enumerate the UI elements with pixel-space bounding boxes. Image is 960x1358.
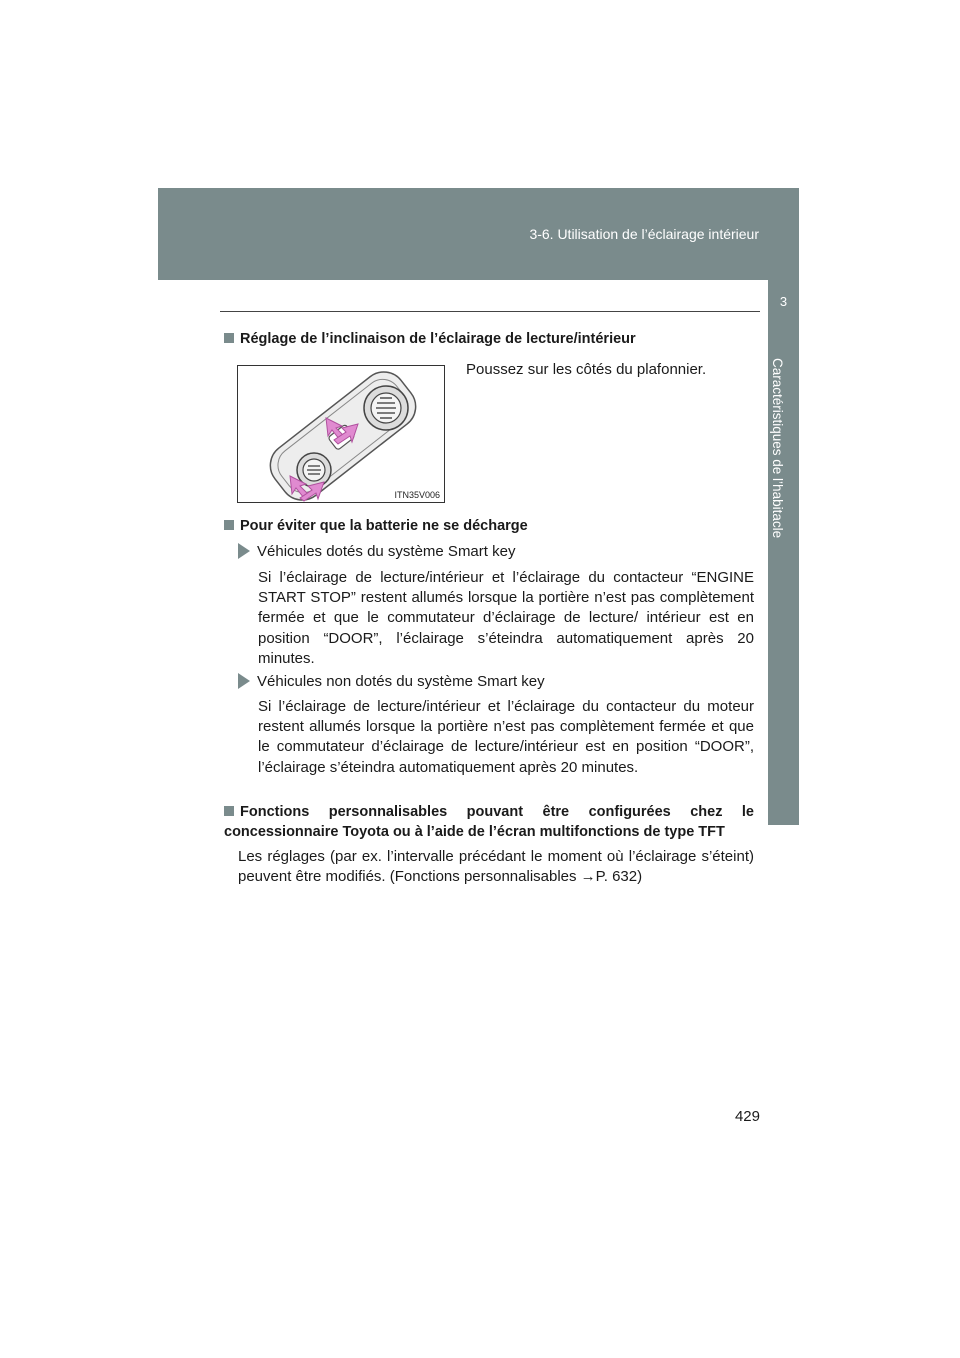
heading-text: Réglage de l’inclinaison de l’éclairage de lecture/intérieur — [240, 331, 636, 347]
chapter-label: Caractéristiques de l’habitacle — [770, 358, 785, 539]
square-bullet-icon — [224, 806, 234, 816]
bullet-title: Véhicules dotés du système Smart key — [257, 543, 516, 560]
heading-text: Fonctions personnalisables pouvant être configurées chez le concessionnaire Toyota ou à l’aide de l’écran multifonctions de type TFT — [224, 804, 754, 840]
heading-text: Pour éviter que la batterie ne se décharge — [240, 518, 528, 534]
bullet-smart-key — [238, 542, 515, 562]
chapter-number: 3 — [779, 294, 788, 309]
heading-tilt-adjustment — [224, 329, 764, 349]
square-bullet-icon — [224, 520, 234, 530]
paragraph-customization: Les réglages (par ex. l’intervalle précédant le moment où l’éclairage s’éteint) peuvent être modifiés. (Fonctions personnalisables →P. 632) — [238, 848, 754, 886]
heading-battery — [224, 516, 528, 536]
triangle-right-icon — [238, 673, 250, 689]
square-bullet-icon — [224, 333, 234, 343]
triangle-right-icon — [238, 543, 250, 559]
chapter-side-tab — [768, 280, 799, 825]
paragraph-no-smart-key: Si l’éclairage de lecture/intérieur et l’éclairage du contacteur du moteur restent allumés lorsque la portière n’est pas complètement fermée et que le commutateur d’éclairage de lecture/intérieur est en position “DOOR”, l’éclairage s’éteindra automatiquement après 20 minutes. — [258, 698, 754, 776]
dome-light-drawing — [238, 366, 444, 502]
bullet-title: Véhicules non dotés du système Smart key — [257, 673, 545, 690]
header-rule — [220, 311, 760, 312]
paragraph-smart-key: Si l’éclairage de lecture/intérieur et l’éclairage du contacteur “ENGINE START STOP” restent allumés lorsque la portière n’est pas complètement fermée et que le commutateur d’éclairage de lecture/ intérieur est en position “DOOR”, l’éclairage s’éteindra automatiquement après 20 minutes. — [258, 569, 754, 667]
page-number: 429 — [734, 1108, 760, 1125]
bullet-no-smart-key — [238, 672, 545, 692]
heading-customization — [224, 802, 754, 842]
figure-caption: Poussez sur les côtés du plafonnier. — [466, 361, 707, 378]
dome-light-illustration — [237, 365, 445, 503]
section-title: 3-6. Utilisation de l’éclairage intérieur — [529, 226, 759, 242]
header-band — [158, 188, 799, 280]
figure-code: ITN35V006 — [394, 490, 440, 500]
